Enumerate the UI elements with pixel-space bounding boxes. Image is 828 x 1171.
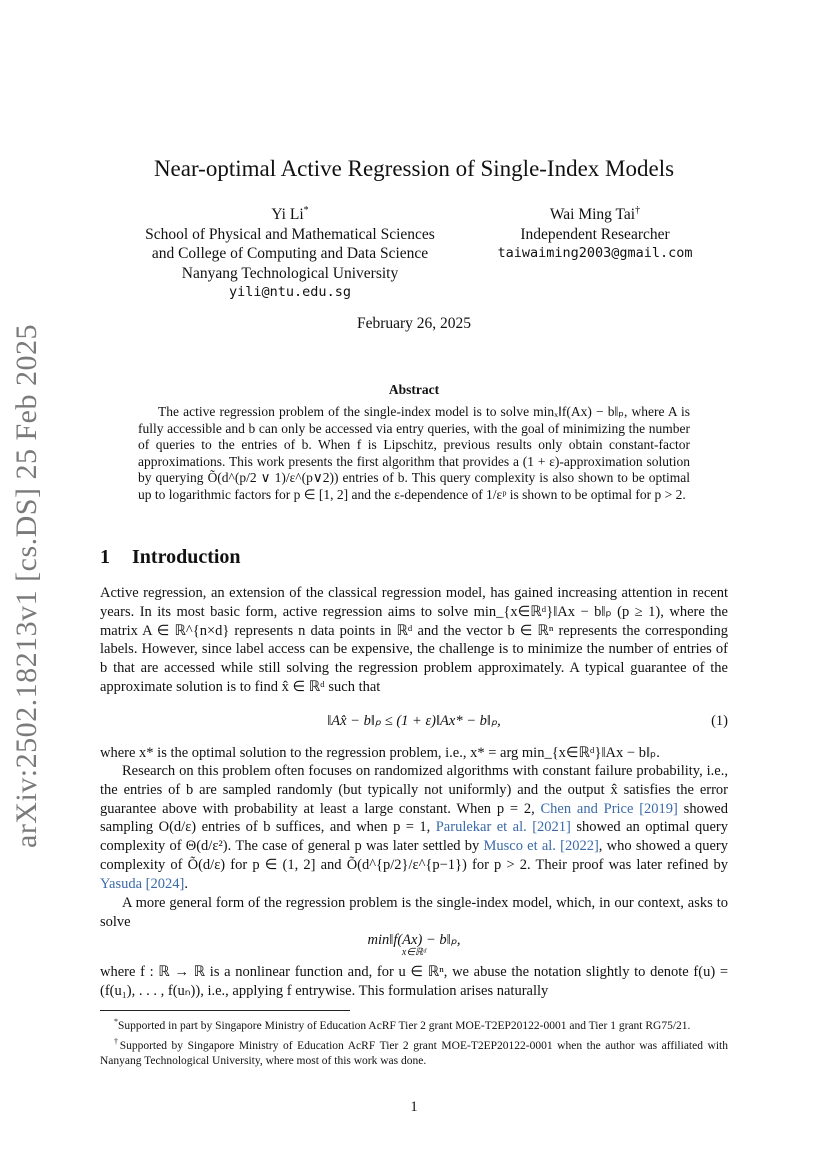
affiliation-line: Independent Researcher (520, 225, 670, 243)
citation-link[interactable]: Musco et al. [2022] (483, 838, 599, 855)
body-paragraph: Research on this problem often focuses on randomized algorithms with constant failure probability, i.e., the entries of b are sampled randomly (but typically not uniformly) and the output x̂ satisfies the error guarantee above with probability at least a large constant. When p = 2, Chen and Price [2019] showed sampling O(d/ε) entries of b suffices, and when p = 1, Parulekar et al. [2021] showed an optimal query complexity of Θ(d/ε²). The case of general p was later settled by Musco et al. [2022], who showed a query complexity of Õ(d/ε) for p ∈ (1, 2] and Õ(d^{p/2}/ε^{p−1}) for p > 2. Their proof was later refined by Yasuda [2024]. (100, 763, 728, 892)
body-paragraph: A more general form of the regression problem is the single-index model, which, in our context, asks to solve (100, 895, 728, 930)
citation-link[interactable]: Chen and Price [2019] (540, 800, 678, 817)
page-number: 1 (410, 1099, 418, 1115)
affiliation-line: and College of Computing and Data Science (151, 245, 429, 263)
equation-subscript: x∈ℝᵈ (401, 947, 427, 958)
author-mark: † (635, 205, 641, 216)
section-number: 1 (100, 546, 110, 568)
citation-link[interactable]: Parulekar et al. [2021] (435, 819, 571, 836)
section-title: Introduction (132, 546, 241, 568)
affiliation-line: Nanyang Technological University (181, 264, 399, 282)
footnotes (100, 1014, 728, 1069)
author-mark: * (303, 205, 309, 216)
author-block-1 (120, 201, 460, 303)
paper-title: Near-optimal Active Regression of Single-Index Models (153, 156, 675, 181)
author-email: taiwaiming2003@gmail.com (497, 245, 693, 262)
publication-date: February 26, 2025 (356, 315, 472, 332)
body-paragraph: Active regression, an extension of the classical regression model, has gained increasing attention in recent years. In its most basic form, active regression aims to solve min_{x∈ℝᵈ}‖Ax − b‖ₚ (p ≥ 1), where the matrix A ∈ ℝ^{n×d} represents n data points in ℝᵈ and the vector b ∈ ℝⁿ represents the corresponding labels. However, since label access can be expensive, the challenge is to minimize the number of entries of b that are accessed while still solving the regression problem approximately. A typical guarantee of the approximate solution is to find x̂ ∈ ℝᵈ such that (100, 585, 728, 695)
equation-text: min‖f(Ax) − b‖ₚ, (367, 932, 461, 948)
author-name: Wai Ming Tai† (549, 205, 641, 224)
abstract-heading: Abstract (388, 382, 440, 397)
body-paragraph: where f : ℝ → ℝ is a nonlinear function and, for u ∈ ℝⁿ, we abuse the notation slightly to denote f(u) = (f(u₁), . . . , f(uₙ)), i.e., applying f entrywise. This formulation arises naturally (100, 964, 728, 999)
equation-number: (1) (711, 713, 728, 729)
author-name: Yi Li* (271, 205, 309, 224)
footnote: †Supported by Singapore Ministry of Education AcRF Tier 2 grant MOE-T2EP20122-0001 when the author was affiliated with Nanyang Technological University, where most of this work was done. (100, 1036, 728, 1067)
affiliation-line: School of Physical and Mathematical Sciences (145, 225, 435, 243)
author-block-2 (470, 201, 720, 264)
citation-link[interactable]: Yasuda [2024] (100, 875, 185, 892)
equation-1 (100, 713, 728, 733)
equation-2 (100, 932, 728, 958)
body-paragraph: where x* is the optimal solution to the regression problem, i.e., x* = arg min_{x∈ℝᵈ}‖Ax − b‖ₚ. (100, 745, 660, 761)
equation-text: ‖Ax̂ − b‖ₚ ≤ (1 + ε)‖Ax* − b‖ₚ, (327, 713, 501, 729)
footnote: *Supported in part by Singapore Ministry of Education AcRF Tier 2 grant MOE-T2EP20122-0001 and Tier 1 grant RG75/21. (114, 1017, 691, 1032)
author-email: yili@ntu.edu.sg (229, 284, 351, 301)
section-heading (100, 546, 241, 569)
footnote-divider (100, 1010, 350, 1011)
abstract-text: The active regression problem of the single-index model is to solve minₓ‖f(Ax) − b‖ₚ, where A is fully accessible and b can only be accessed via entry queries, with the goal of minimizing the number of queries to the entries of b. When f is Lipschitz, previous results only obtain constant-factor approximations. This work presents the first algorithm that provides a (1 + ε)-approximation solution by querying Õ(d^(p/2 ∨ 1)/ε^(p∨2)) entries of b. This query complexity is also shown to be optimal up to logarithmic factors for p ∈ [1, 2] and the ε-dependence of 1/εᵖ is shown to be optimal for p > 2. (138, 404, 690, 502)
arxiv-identifier: arXiv:2502.18213v1 [cs.DS] 25 Feb 2025 (10, 324, 43, 848)
